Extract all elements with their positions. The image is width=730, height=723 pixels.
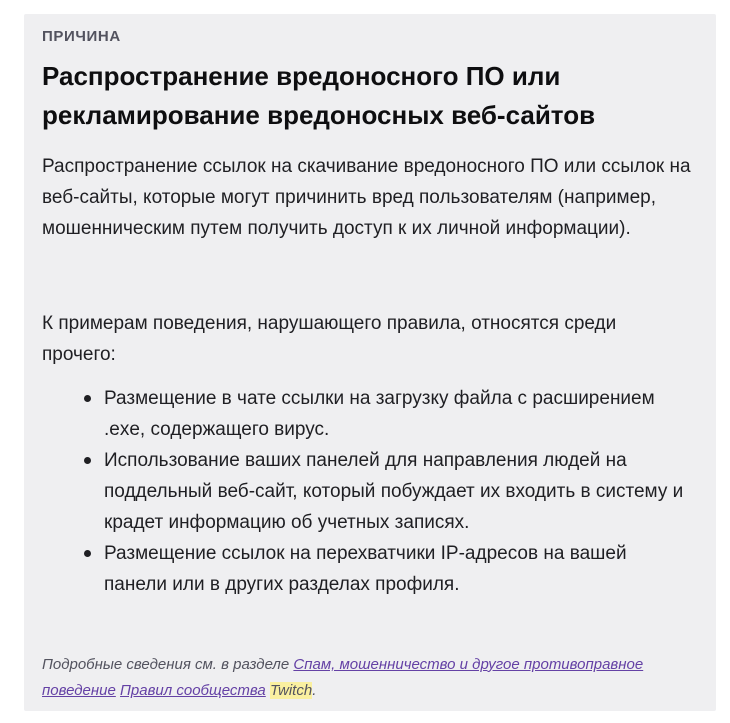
examples-intro: К примерам поведения, нарушающего правила, относятся среди прочего: <box>42 313 617 365</box>
footer-suffix: . <box>312 682 317 699</box>
footer-note <box>42 652 692 704</box>
list-item <box>104 383 694 445</box>
community-guidelines-link[interactable]: Правил сообщества <box>120 682 266 699</box>
reason-card <box>24 14 716 711</box>
bullet-icon <box>84 457 91 464</box>
footer-prefix: Подробные сведения см. в разделе <box>42 656 294 673</box>
list-item-text: Использование ваших панелей для направления людей на поддельный веб-сайт, который побуждает их входить в систему и крадет информацию об учетных записях. <box>104 450 684 533</box>
list-item <box>104 538 694 600</box>
list-item <box>104 445 694 538</box>
spam-fraud-link[interactable]: Спам, мошенничество и другое противоправное поведение <box>42 656 644 699</box>
reason-description: Распространение ссылок на скачивание вредоносного ПО или ссылок на веб-сайты, которые могут причинить вред пользователям (например, мошенническим путем получить доступ к их личной информации). <box>42 156 691 239</box>
reason-title: Распространение вредоносного ПО или рекламирование вредоносных веб-сайтов <box>42 61 596 130</box>
bullet-icon <box>84 550 91 557</box>
section-label: ПРИЧИНА <box>42 28 121 45</box>
bullet-icon <box>84 395 91 402</box>
list-item-text: Размещение в чате ссылки на загрузку файла с расширением .exe, содержащего вирус. <box>104 388 655 440</box>
list-item-text: Размещение ссылок на перехватчики IP-адресов на вашей панели или в других разделах профиля. <box>104 543 627 595</box>
examples-list <box>104 383 694 600</box>
twitch-highlight: Twitch <box>269 682 313 699</box>
